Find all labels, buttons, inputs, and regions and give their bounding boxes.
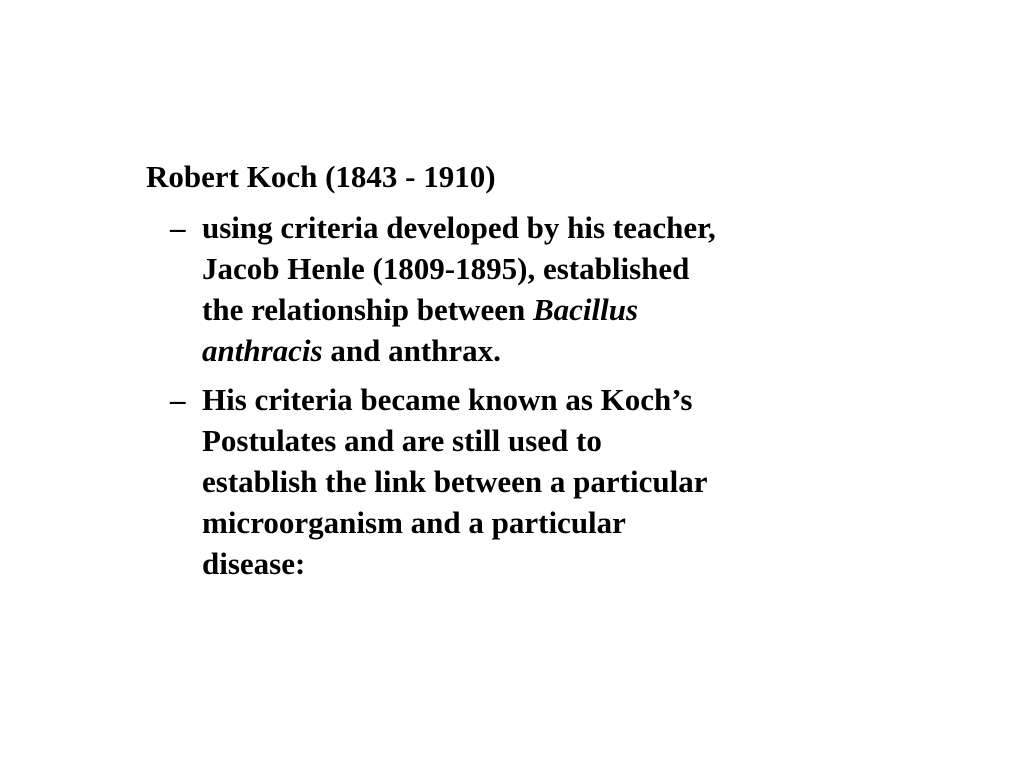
bullet-line: His criteria became known as Koch’s [202,382,693,417]
bullet-dash: – [170,382,186,417]
bullet-line [202,289,792,330]
bullet-line: Postulates and are still used to [202,423,602,458]
bullet-dash: – [170,210,186,245]
bullet-line: microorganism and a particular [202,505,626,540]
bullet-text: and anthrax. [322,333,501,368]
bullet-item-2 [170,379,792,584]
species-name-genus: Bacillus [532,292,639,327]
bullet-line: using criteria developed by his teacher, [202,210,716,245]
bullet-line [202,330,792,371]
bullet-item-1 [170,207,792,371]
bullet-line: disease: [202,546,306,581]
bullet-line: Jacob Henle (1809-1895), established [202,251,690,286]
bullet-line: establish the link between a particular [202,464,708,499]
slide-heading: Robert Koch (1843 - 1910) [146,159,496,194]
species-name-epithet: anthracis [202,333,323,368]
bullet-text: the relationship between [202,292,533,327]
